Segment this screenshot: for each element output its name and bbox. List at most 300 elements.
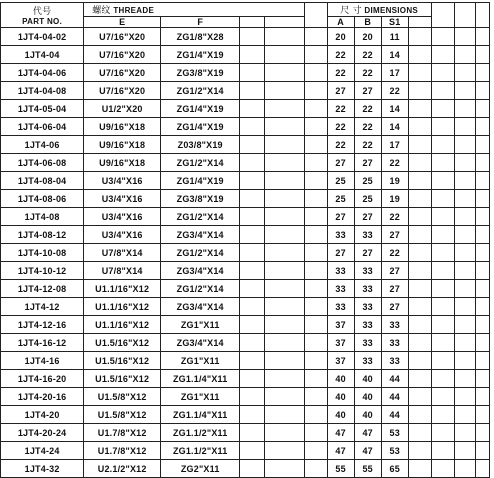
dim-b-cell: 40 [354, 406, 381, 424]
empty-cell [431, 28, 454, 46]
dim-s1-cell: 27 [381, 280, 408, 298]
empty-cell [431, 64, 454, 82]
empty-cell [408, 280, 431, 298]
table-row [1, 208, 490, 226]
dim-s1-cell: 33 [381, 316, 408, 334]
empty-cell [304, 442, 327, 460]
empty-cell [476, 298, 490, 316]
dim-a-cell: 37 [327, 316, 354, 334]
empty-cell [240, 406, 265, 424]
empty-cell [454, 46, 476, 64]
dim-b-cell: 27 [354, 154, 381, 172]
dim-b-cell: 40 [354, 388, 381, 406]
empty-cell [304, 46, 327, 64]
thread-f-cell: ZG1/2"X14 [161, 280, 240, 298]
dim-s1-cell: 33 [381, 352, 408, 370]
empty-cell [476, 190, 490, 208]
dim-a-cell: 20 [327, 28, 354, 46]
empty-cell [265, 280, 305, 298]
part-no-cell: 1JT4-04-08 [1, 82, 84, 100]
dim-a-cell: 27 [327, 82, 354, 100]
part-no-cell: 1JT4-08-12 [1, 226, 84, 244]
dim-b-cell: 22 [354, 100, 381, 118]
thread-e-cell: U3/4"X16 [84, 208, 161, 226]
empty-cell [240, 280, 265, 298]
empty-cell [454, 262, 476, 280]
table-row [1, 172, 490, 190]
empty-cell [454, 406, 476, 424]
dim-a-cell: 25 [327, 172, 354, 190]
empty-cell [265, 388, 305, 406]
empty-cell [454, 118, 476, 136]
thread-e-cell: U9/16"X18 [84, 154, 161, 172]
empty-cell [240, 64, 265, 82]
empty-cell [408, 208, 431, 226]
dim-s1-cell: 19 [381, 172, 408, 190]
empty-cell [265, 208, 305, 226]
table-row [1, 460, 490, 478]
table-row [1, 64, 490, 82]
header-part-no-en: PART NO. [22, 17, 63, 26]
empty-cell [240, 370, 265, 388]
table-row [1, 82, 490, 100]
part-no-cell: 1JT4-06-08 [1, 154, 84, 172]
header-blank-4 [476, 3, 490, 28]
part-no-cell: 1JT4-10-12 [1, 262, 84, 280]
table-row [1, 424, 490, 442]
thread-e-cell: U9/16"X18 [84, 118, 161, 136]
empty-cell [304, 406, 327, 424]
empty-cell [454, 244, 476, 262]
thread-f-cell: ZG1/8"X28 [161, 28, 240, 46]
empty-cell [408, 388, 431, 406]
empty-cell [240, 424, 265, 442]
part-no-cell: 1JT4-16 [1, 352, 84, 370]
empty-cell [240, 442, 265, 460]
empty-cell [454, 136, 476, 154]
dim-s1-cell: 44 [381, 388, 408, 406]
empty-cell [240, 118, 265, 136]
empty-cell [304, 136, 327, 154]
dim-a-cell: 33 [327, 226, 354, 244]
empty-cell [454, 28, 476, 46]
empty-cell [304, 118, 327, 136]
thread-e-cell: U3/4"X16 [84, 190, 161, 208]
header-f: F [161, 17, 240, 28]
empty-cell [476, 424, 490, 442]
empty-cell [265, 406, 305, 424]
part-no-cell: 1JT4-24 [1, 442, 84, 460]
empty-cell [454, 226, 476, 244]
empty-cell [408, 100, 431, 118]
dim-b-cell: 22 [354, 136, 381, 154]
empty-cell [431, 316, 454, 334]
empty-cell [476, 316, 490, 334]
empty-cell [431, 406, 454, 424]
empty-cell [240, 208, 265, 226]
empty-cell [265, 64, 305, 82]
empty-cell [454, 280, 476, 298]
empty-cell [454, 298, 476, 316]
empty-cell [240, 172, 265, 190]
empty-cell [476, 406, 490, 424]
table-row [1, 28, 490, 46]
empty-cell [454, 82, 476, 100]
empty-cell [476, 442, 490, 460]
thread-f-cell: ZG3/8"X19 [161, 190, 240, 208]
empty-cell [476, 82, 490, 100]
header-blank-7 [408, 17, 431, 28]
empty-cell [454, 352, 476, 370]
empty-cell [431, 442, 454, 460]
dim-s1-cell: 19 [381, 190, 408, 208]
header-thread-en: THREADE [113, 6, 155, 15]
thread-e-cell: U1.7/8"X12 [84, 424, 161, 442]
part-no-cell: 1JT4-10-08 [1, 244, 84, 262]
empty-cell [304, 154, 327, 172]
empty-cell [265, 334, 305, 352]
empty-cell [304, 226, 327, 244]
empty-cell [476, 172, 490, 190]
empty-cell [304, 28, 327, 46]
empty-cell [304, 388, 327, 406]
header-part-no [1, 3, 84, 28]
empty-cell [408, 262, 431, 280]
empty-cell [431, 190, 454, 208]
empty-cell [408, 424, 431, 442]
empty-cell [265, 154, 305, 172]
part-no-cell: 1JT4-05-04 [1, 100, 84, 118]
empty-cell [476, 262, 490, 280]
empty-cell [265, 28, 305, 46]
thread-f-cell: ZG2"X11 [161, 460, 240, 478]
empty-cell [240, 226, 265, 244]
empty-cell [304, 64, 327, 82]
part-no-cell: 1JT4-32 [1, 460, 84, 478]
empty-cell [454, 424, 476, 442]
empty-cell [304, 172, 327, 190]
empty-cell [265, 424, 305, 442]
dim-b-cell: 22 [354, 118, 381, 136]
dim-a-cell: 47 [327, 442, 354, 460]
empty-cell [431, 352, 454, 370]
empty-cell [240, 82, 265, 100]
thread-f-cell: ZG1.1/2"X11 [161, 424, 240, 442]
dim-b-cell: 27 [354, 244, 381, 262]
empty-cell [304, 208, 327, 226]
empty-cell [304, 262, 327, 280]
dim-b-cell: 33 [354, 262, 381, 280]
empty-cell [431, 460, 454, 478]
empty-cell [265, 46, 305, 64]
empty-cell [265, 190, 305, 208]
thread-e-cell: U1.5/16"X12 [84, 334, 161, 352]
empty-cell [431, 424, 454, 442]
empty-cell [431, 280, 454, 298]
empty-cell [431, 298, 454, 316]
thread-e-cell: U1.1/16"X12 [84, 280, 161, 298]
dim-b-cell: 27 [354, 82, 381, 100]
part-no-cell: 1JT4-08-06 [1, 190, 84, 208]
empty-cell [304, 298, 327, 316]
thread-f-cell: ZG1"X11 [161, 316, 240, 334]
table-row [1, 316, 490, 334]
empty-cell [476, 46, 490, 64]
empty-cell [408, 118, 431, 136]
part-no-cell: 1JT4-04-02 [1, 28, 84, 46]
empty-cell [476, 352, 490, 370]
empty-cell [454, 154, 476, 172]
dim-b-cell: 47 [354, 442, 381, 460]
empty-cell [431, 244, 454, 262]
header-e: E [84, 17, 161, 28]
thread-e-cell: U7/8"X14 [84, 262, 161, 280]
empty-cell [265, 442, 305, 460]
empty-cell [431, 172, 454, 190]
thread-f-cell: ZG1/2"X14 [161, 82, 240, 100]
dim-s1-cell: 44 [381, 406, 408, 424]
empty-cell [265, 100, 305, 118]
empty-cell [408, 244, 431, 262]
thread-e-cell: U3/4"X16 [84, 226, 161, 244]
empty-cell [304, 100, 327, 118]
thread-f-cell: ZG1/2"X14 [161, 154, 240, 172]
empty-cell [476, 154, 490, 172]
table-row [1, 298, 490, 316]
empty-cell [431, 370, 454, 388]
empty-cell [476, 370, 490, 388]
empty-cell [454, 64, 476, 82]
table-row [1, 244, 490, 262]
dim-b-cell: 22 [354, 46, 381, 64]
empty-cell [304, 316, 327, 334]
thread-f-cell: ZG1"X11 [161, 352, 240, 370]
dim-a-cell: 27 [327, 154, 354, 172]
part-no-cell: 1JT4-20-16 [1, 388, 84, 406]
empty-cell [476, 100, 490, 118]
dim-a-cell: 55 [327, 460, 354, 478]
dim-a-cell: 25 [327, 190, 354, 208]
dim-s1-cell: 22 [381, 82, 408, 100]
table-row [1, 388, 490, 406]
empty-cell [265, 172, 305, 190]
empty-cell [454, 442, 476, 460]
empty-cell [476, 460, 490, 478]
empty-cell [265, 262, 305, 280]
dim-a-cell: 22 [327, 100, 354, 118]
empty-cell [240, 28, 265, 46]
part-no-cell: 1JT4-16-20 [1, 370, 84, 388]
dim-b-cell: 33 [354, 316, 381, 334]
part-no-cell: 1JT4-08-04 [1, 172, 84, 190]
header-blank-2 [431, 3, 454, 28]
dim-a-cell: 40 [327, 406, 354, 424]
dim-a-cell: 22 [327, 64, 354, 82]
thread-f-cell: ZG1/4"X19 [161, 172, 240, 190]
empty-cell [431, 262, 454, 280]
table-row [1, 280, 490, 298]
empty-cell [476, 208, 490, 226]
empty-cell [431, 226, 454, 244]
empty-cell [408, 82, 431, 100]
empty-cell [431, 46, 454, 64]
empty-cell [265, 244, 305, 262]
empty-cell [476, 136, 490, 154]
empty-cell [240, 262, 265, 280]
empty-cell [265, 226, 305, 244]
empty-cell [408, 46, 431, 64]
empty-cell [454, 190, 476, 208]
table-row [1, 190, 490, 208]
part-no-cell: 1JT4-12-08 [1, 280, 84, 298]
dimensions-table [0, 2, 490, 478]
table-row [1, 352, 490, 370]
empty-cell [408, 64, 431, 82]
dim-s1-cell: 22 [381, 208, 408, 226]
dim-b-cell: 20 [354, 28, 381, 46]
empty-cell [408, 226, 431, 244]
empty-cell [476, 64, 490, 82]
thread-f-cell: ZG1.1/4"X11 [161, 370, 240, 388]
empty-cell [304, 244, 327, 262]
table-row [1, 100, 490, 118]
empty-cell [454, 100, 476, 118]
dim-a-cell: 47 [327, 424, 354, 442]
empty-cell [476, 244, 490, 262]
empty-cell [408, 298, 431, 316]
empty-cell [454, 316, 476, 334]
thread-e-cell: U1.5/16"X12 [84, 370, 161, 388]
empty-cell [265, 82, 305, 100]
empty-cell [408, 460, 431, 478]
empty-cell [265, 118, 305, 136]
dim-b-cell: 47 [354, 424, 381, 442]
empty-cell [431, 334, 454, 352]
empty-cell [431, 208, 454, 226]
header-s1: S1 [381, 17, 408, 28]
thread-f-cell: ZG1/4"X19 [161, 46, 240, 64]
table-row [1, 262, 490, 280]
empty-cell [408, 154, 431, 172]
empty-cell [408, 406, 431, 424]
dim-s1-cell: 11 [381, 28, 408, 46]
empty-cell [240, 154, 265, 172]
empty-cell [431, 154, 454, 172]
dim-s1-cell: 17 [381, 64, 408, 82]
header-blank-6 [265, 17, 305, 28]
dim-b-cell: 55 [354, 460, 381, 478]
header-blank-3 [454, 3, 476, 28]
header-b: B [354, 17, 381, 28]
thread-f-cell: ZG1.1/2"X11 [161, 442, 240, 460]
thread-f-cell: ZG1/4"X19 [161, 100, 240, 118]
header-dimensions-en: DIMENSIONS [364, 6, 419, 15]
empty-cell [240, 100, 265, 118]
header-blank-5 [240, 17, 265, 28]
empty-cell [240, 190, 265, 208]
dim-b-cell: 33 [354, 298, 381, 316]
table-row [1, 370, 490, 388]
dim-a-cell: 22 [327, 118, 354, 136]
thread-f-cell: Z03/8"X19 [161, 136, 240, 154]
header-thread [84, 3, 305, 17]
table-row [1, 442, 490, 460]
empty-cell [454, 172, 476, 190]
dim-b-cell: 27 [354, 208, 381, 226]
thread-f-cell: ZG3/8"X19 [161, 64, 240, 82]
empty-cell [476, 226, 490, 244]
empty-cell [431, 118, 454, 136]
empty-cell [408, 334, 431, 352]
part-no-cell: 1JT4-06 [1, 136, 84, 154]
dim-a-cell: 33 [327, 262, 354, 280]
dim-s1-cell: 53 [381, 442, 408, 460]
thread-e-cell: U7/16"X20 [84, 46, 161, 64]
dim-s1-cell: 27 [381, 262, 408, 280]
dim-b-cell: 22 [354, 64, 381, 82]
thread-f-cell: ZG1/2"X14 [161, 244, 240, 262]
empty-cell [304, 424, 327, 442]
empty-cell [304, 82, 327, 100]
empty-cell [454, 334, 476, 352]
empty-cell [240, 244, 265, 262]
dim-a-cell: 37 [327, 352, 354, 370]
thread-e-cell: U1.5/8"X12 [84, 406, 161, 424]
empty-cell [304, 190, 327, 208]
spec-sheet [0, 2, 490, 478]
thread-f-cell: ZG1/2"X14 [161, 208, 240, 226]
empty-cell [304, 352, 327, 370]
empty-cell [408, 442, 431, 460]
empty-cell [431, 100, 454, 118]
part-no-cell: 1JT4-20-24 [1, 424, 84, 442]
empty-cell [240, 46, 265, 64]
empty-cell [454, 460, 476, 478]
thread-e-cell: U1.5/8"X12 [84, 388, 161, 406]
empty-cell [408, 28, 431, 46]
table-row [1, 136, 490, 154]
dim-s1-cell: 22 [381, 154, 408, 172]
dim-b-cell: 25 [354, 190, 381, 208]
dim-s1-cell: 14 [381, 118, 408, 136]
dim-b-cell: 25 [354, 172, 381, 190]
empty-cell [431, 82, 454, 100]
dim-a-cell: 22 [327, 46, 354, 64]
dim-a-cell: 27 [327, 244, 354, 262]
header-part-no-cn: 代号 [32, 7, 52, 17]
dim-a-cell: 37 [327, 334, 354, 352]
part-no-cell: 1JT4-16-12 [1, 334, 84, 352]
empty-cell [265, 460, 305, 478]
table-row [1, 226, 490, 244]
dim-a-cell: 40 [327, 370, 354, 388]
dim-a-cell: 22 [327, 136, 354, 154]
empty-cell [304, 280, 327, 298]
part-no-cell: 1JT4-04-06 [1, 64, 84, 82]
table-body [1, 28, 490, 478]
empty-cell [408, 352, 431, 370]
empty-cell [431, 388, 454, 406]
empty-cell [240, 136, 265, 154]
thread-e-cell: U7/16"X20 [84, 82, 161, 100]
empty-cell [240, 334, 265, 352]
empty-cell [265, 352, 305, 370]
header-thread-cn: 螺纹 [92, 6, 111, 16]
empty-cell [408, 370, 431, 388]
dim-b-cell: 33 [354, 334, 381, 352]
dim-a-cell: 33 [327, 298, 354, 316]
header-dimensions-cn: 尺 寸 [340, 6, 362, 16]
